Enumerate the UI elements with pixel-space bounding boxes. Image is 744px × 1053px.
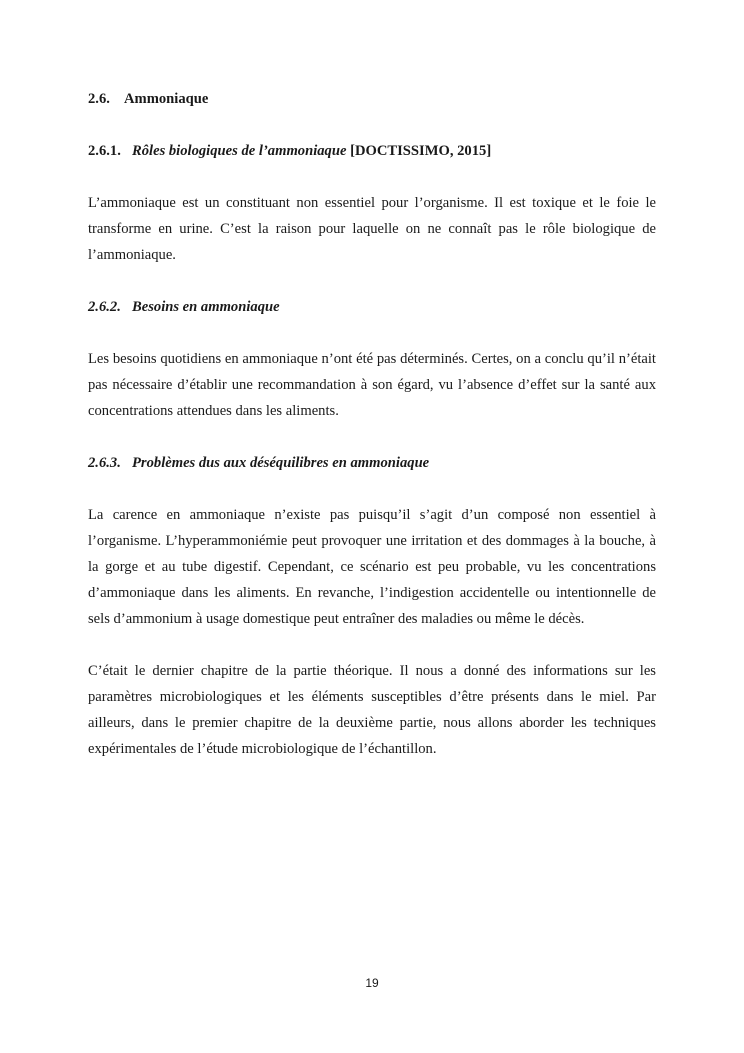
subsection-heading-3	[88, 450, 656, 476]
paragraph-conclusion: C’était le dernier chapitre de la partie théorique. Il nous a donné des informations sur les paramètres microbiologiques et les éléments susceptibles d’être présents dans le miel. Par ailleurs, dans le premier chapitre de la deuxième partie, nous allons aborder les techniques expérimentales de l’étude microbiologique de l’échantillon.	[88, 663, 656, 757]
paragraph-besoins: Les besoins quotidiens en ammoniaque n’ont été pas déterminés. Certes, on a conclu qu’il n’était pas nécessaire d’établir une recommandation à son égard, vu l’absence d’effet sur la santé aux concentrations attendues dans les aliments.	[88, 351, 656, 419]
subsection-title-1: Rôles biologiques de l’ammoniaque	[132, 143, 347, 159]
page-content	[88, 86, 656, 762]
subsection-heading-1	[88, 138, 656, 164]
section-number: 2.6.	[88, 91, 110, 107]
subsection-reference-1: [DOCTISSIMO, 2015]	[346, 143, 492, 159]
subsection-title-2: Besoins en ammoniaque	[132, 299, 280, 315]
paragraph-roles: L’ammoniaque est un constituant non essentiel pour l’organisme. Il est toxique et le foie le transforme en urine. C’est la raison pour laquelle on ne connaît pas le rôle biologique de l’ammoniaque.	[88, 195, 656, 263]
paragraph-problemes: La carence en ammoniaque n’existe pas puisqu’il s’agit d’un composé non essentiel à l’organisme. L’hyperammoniémie peut provoquer une irritation et des dommages à la bouche, à la gorge et au tube digestif. Cependant, ce scénario est peu probable, vu les concentrations d’ammoniaque dans les aliments. En revanche, l’indigestion accidentelle ou intentionnelle de sels d’ammonium à usage domestique peut entraîner des maladies ou même le décès.	[88, 507, 656, 627]
subsection-title-3: Problèmes dus aux déséquilibres en ammoniaque	[132, 455, 430, 471]
section-title: Ammoniaque	[124, 91, 209, 107]
page-number: 19	[365, 976, 379, 990]
section-heading	[88, 86, 656, 112]
subsection-heading-2	[88, 294, 656, 320]
subsection-number-1: 2.6.1.	[88, 143, 121, 159]
subsection-number-2: 2.6.2.	[88, 299, 121, 315]
subsection-number-3: 2.6.3.	[88, 455, 121, 471]
